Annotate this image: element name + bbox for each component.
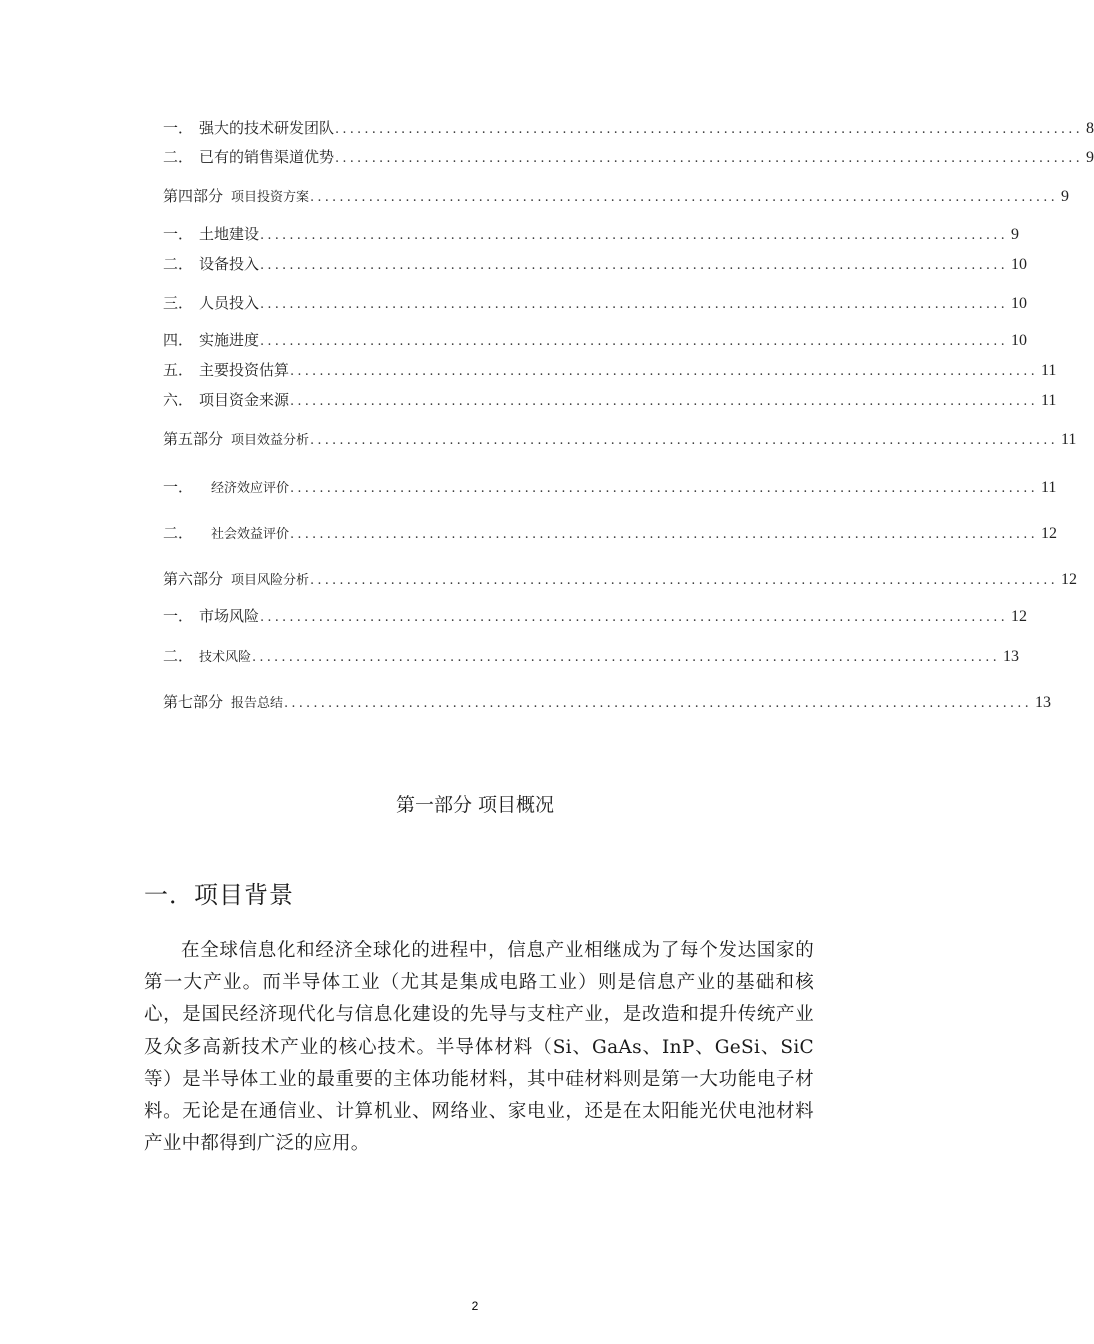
- toc-entry-page: 11: [1060, 431, 1077, 448]
- toc-dot-leader: ......................................................................................................: [310, 433, 1058, 448]
- toc-entry[interactable]: [163, 223, 1019, 245]
- toc-entry[interactable]: [163, 476, 1057, 498]
- toc-part-entry[interactable]: [163, 691, 1051, 713]
- toc-entry[interactable]: [163, 253, 1027, 275]
- toc-entry-page: 10: [1010, 332, 1027, 349]
- toc-dot-leader: ......................................................................................................: [260, 258, 1008, 273]
- toc-dot-leader: ......................................................................................................: [252, 650, 1000, 665]
- toc-entry[interactable]: [163, 522, 1057, 544]
- toc-entry-number: 二．: [163, 524, 194, 542]
- toc-entry-page: 12: [1040, 525, 1057, 542]
- toc-part-number: 第七部分: [163, 693, 224, 711]
- toc-dot-leader: ......................................................................................................: [335, 151, 1083, 166]
- toc-entry[interactable]: [163, 605, 1027, 627]
- toc-entry[interactable]: [163, 359, 1057, 381]
- body-paragraph: 在全球信息化和经济全球化的进程中，信息产业相继成为了每个发达国家的第一大产业。而半导体工业（尤其是集成电路工业）则是信息产业的基础和核心，是国民经济现代化与信息化建设的先导与支柱产业，是改造和提升传统产业及众多高新技术产业的核心技术。半导体材料（Si、GaAs、InP、GeSi、SiC 等）是半导体工业的最重要的主体功能材料，其中硅材料则是第一大功能电子材料。无论是在通信业、计算机业、网络业、家电业，还是在太阳能光伏电池材料产业中都得到广泛的应用。: [144, 940, 814, 1155]
- toc-entry-label: 项目风险分析: [231, 573, 310, 588]
- toc-entry-label: 已有的销售渠道优势: [199, 148, 335, 166]
- section-heading: 一．项目背景: [144, 881, 294, 909]
- toc-dot-leader: ......................................................................................................: [335, 122, 1083, 137]
- toc-entry-label: 主要投资估算: [199, 361, 290, 379]
- toc-entry-number: 三．: [163, 294, 194, 312]
- toc-dot-leader: ......................................................................................................: [310, 573, 1058, 588]
- toc-entry-label: 项目效益分析: [231, 433, 310, 448]
- toc-dot-leader: ......................................................................................................: [260, 228, 1008, 243]
- toc-part-number: 第五部分: [163, 430, 224, 448]
- toc-entry-number: 二．: [163, 148, 194, 166]
- toc-dot-leader: ......................................................................................................: [260, 610, 1008, 625]
- toc-dot-leader: ......................................................................................................: [260, 334, 1008, 349]
- toc-entry-page: 11: [1040, 392, 1057, 409]
- toc-entry-page: 9: [1010, 226, 1019, 243]
- toc-dot-leader: ......................................................................................................: [290, 527, 1038, 542]
- toc-entry-label: 技术风险: [199, 650, 252, 665]
- toc-entry-label: 强大的技术研发团队: [199, 119, 335, 137]
- toc-entry[interactable]: [163, 645, 1019, 667]
- toc-entry-number: 一．: [163, 478, 194, 496]
- toc-entry-page: 13: [1034, 694, 1051, 711]
- toc-dot-leader: ......................................................................................................: [310, 190, 1058, 205]
- toc-entry-number: 二．: [163, 647, 194, 665]
- toc-entry-page: 9: [1085, 149, 1094, 166]
- toc-entry-page: 11: [1040, 362, 1057, 379]
- toc-part-entry[interactable]: [163, 568, 1077, 590]
- toc-entry-label: 经济效应评价: [211, 481, 290, 496]
- toc-dot-leader: ......................................................................................................: [284, 696, 1032, 711]
- toc-dot-leader: ......................................................................................................: [290, 481, 1038, 496]
- toc-entry[interactable]: [163, 117, 1094, 139]
- toc-entry-page: 13: [1002, 648, 1019, 665]
- toc-entry-page: 12: [1010, 608, 1027, 625]
- toc-entry-page: 9: [1060, 188, 1069, 205]
- toc-entry-page: 8: [1085, 120, 1094, 137]
- toc-part-number: 第四部分: [163, 187, 224, 205]
- toc-entry[interactable]: [163, 146, 1094, 168]
- toc-entry-page: 10: [1010, 295, 1027, 312]
- toc-entry-label: 市场风险: [199, 607, 260, 625]
- toc-entry-label: 设备投入: [199, 255, 260, 273]
- toc-entry-page: 11: [1040, 479, 1057, 496]
- toc-entry-label: 项目资金来源: [199, 391, 290, 409]
- toc-entry-number: 五．: [163, 361, 194, 379]
- toc-entry-page: 12: [1060, 571, 1077, 588]
- toc-entry-label: 人员投入: [199, 294, 260, 312]
- toc-dot-leader: ......................................................................................................: [290, 394, 1038, 409]
- toc-part-entry[interactable]: [163, 428, 1077, 450]
- toc-entry-number: 一．: [163, 225, 194, 243]
- toc-entry[interactable]: [163, 389, 1057, 411]
- toc-entry-page: 10: [1010, 256, 1027, 273]
- toc-entry-number: 一．: [163, 119, 194, 137]
- toc-entry-number: 四．: [163, 331, 194, 349]
- toc-entry[interactable]: [163, 292, 1027, 314]
- toc-entry-label: 项目投资方案: [231, 190, 310, 205]
- page-number: 2: [471, 1299, 479, 1313]
- part-title: 第一部分 项目概况: [395, 794, 555, 816]
- toc-entry[interactable]: [163, 329, 1027, 351]
- toc-entry-number: 一．: [163, 607, 194, 625]
- toc-dot-leader: ......................................................................................................: [260, 297, 1008, 312]
- toc-part-entry[interactable]: [163, 185, 1069, 207]
- toc-entry-label: 实施进度: [199, 331, 260, 349]
- toc-entry-label: 社会效益评价: [211, 527, 290, 542]
- toc-entry-label: 土地建设: [199, 225, 260, 243]
- toc-entry-label: 报告总结: [231, 696, 284, 711]
- toc-dot-leader: ......................................................................................................: [290, 364, 1038, 379]
- toc-part-number: 第六部分: [163, 570, 224, 588]
- toc-entry-number: 二．: [163, 255, 194, 273]
- toc-entry-number: 六．: [163, 391, 194, 409]
